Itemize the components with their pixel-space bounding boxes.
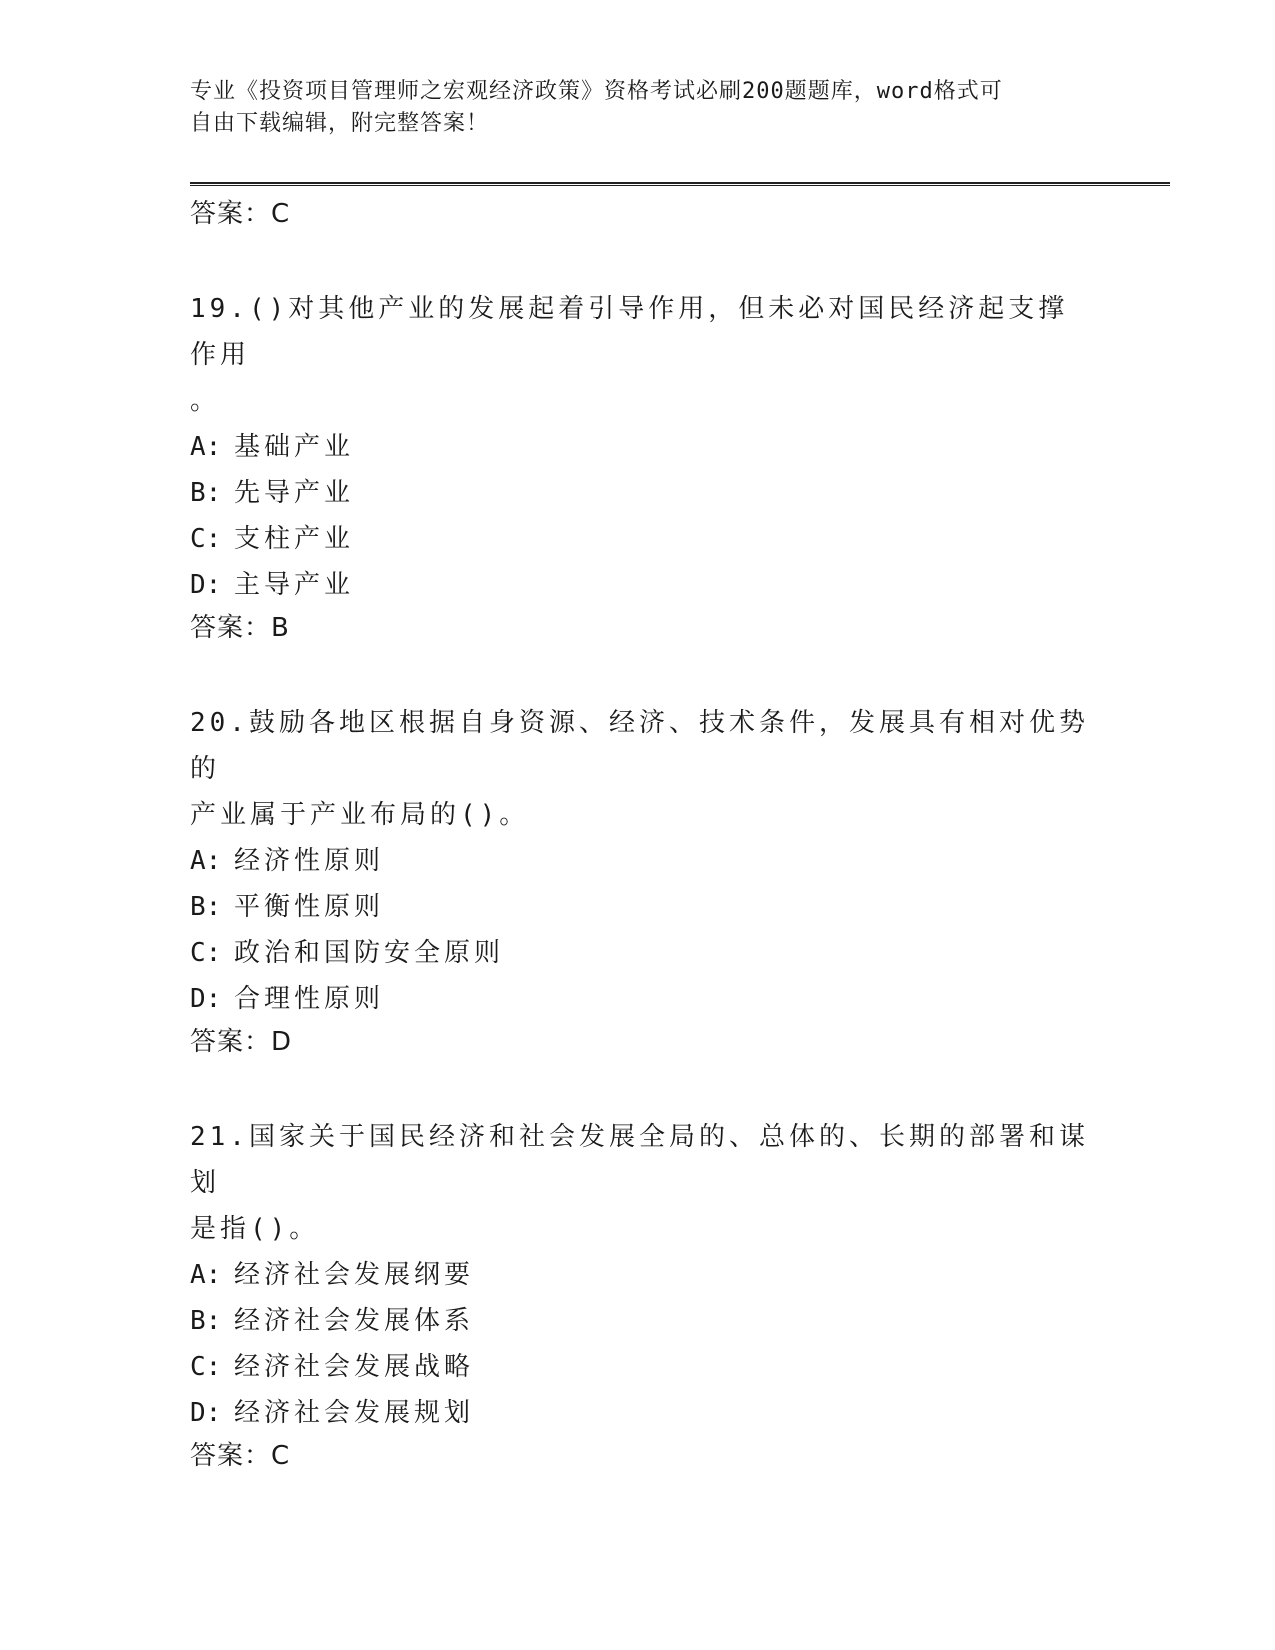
previous-answer: 答案：C bbox=[190, 199, 291, 229]
option-a bbox=[190, 424, 1090, 470]
option-key: D: bbox=[190, 984, 222, 1014]
option-key: A: bbox=[190, 432, 222, 462]
option-key: D: bbox=[190, 1398, 222, 1428]
answer: 答案：D bbox=[190, 1027, 293, 1057]
question-stem-line-2: 。 bbox=[190, 386, 221, 416]
option-text: 先导产业 bbox=[234, 478, 355, 508]
question-stem-line-2: 是指()。 bbox=[190, 1214, 320, 1244]
question-stem bbox=[190, 1114, 1090, 1252]
header-line-1: 专业《投资项目管理师之宏观经济政策》资格考试必刷200题题库，word格式可 bbox=[190, 79, 1003, 104]
option-b bbox=[190, 884, 1090, 930]
option-c bbox=[190, 1344, 1090, 1390]
option-key: C: bbox=[190, 524, 222, 554]
option-text: 基础产业 bbox=[234, 432, 355, 462]
option-text: 政治和国防安全原则 bbox=[234, 938, 505, 968]
option-text: 经济性原则 bbox=[234, 846, 385, 876]
question-stem-line-1: 21.国家关于国民经济和社会发展全局的、总体的、长期的部署和谋划 bbox=[190, 1122, 1089, 1198]
option-text: 经济社会发展体系 bbox=[234, 1306, 475, 1336]
option-d bbox=[190, 1390, 1090, 1436]
option-key: B: bbox=[190, 478, 222, 508]
question-19 bbox=[190, 286, 1090, 648]
option-c bbox=[190, 930, 1090, 976]
option-d bbox=[190, 562, 1090, 608]
option-key: C: bbox=[190, 1352, 222, 1382]
header-line-2: 自由下载编辑，附完整答案！ bbox=[190, 111, 490, 136]
answer: 答案：C bbox=[190, 1441, 291, 1471]
option-b bbox=[190, 1298, 1090, 1344]
option-text: 平衡性原则 bbox=[234, 892, 385, 922]
option-key: A: bbox=[190, 1260, 222, 1290]
question-stem-line-1: 20.鼓励各地区根据自身资源、经济、技术条件，发展具有相对优势的 bbox=[190, 708, 1089, 784]
question-list bbox=[190, 194, 1090, 1476]
answer: 答案：B bbox=[190, 613, 290, 643]
option-b bbox=[190, 470, 1090, 516]
option-key: B: bbox=[190, 892, 222, 922]
option-key: A: bbox=[190, 846, 222, 876]
option-a bbox=[190, 1252, 1090, 1298]
question-stem-line-2: 产业属于产业布局的()。 bbox=[190, 800, 530, 830]
question-stem bbox=[190, 700, 1090, 838]
question-21 bbox=[190, 1114, 1090, 1476]
option-key: B: bbox=[190, 1306, 222, 1336]
question-stem-line-1: 19.()对其他产业的发展起着引导作用，但未必对国民经济起支撑作用 bbox=[190, 294, 1069, 370]
option-text: 主导产业 bbox=[234, 570, 355, 600]
option-text: 支柱产业 bbox=[234, 524, 355, 554]
question-stem bbox=[190, 286, 1090, 424]
option-text: 经济社会发展规划 bbox=[234, 1398, 475, 1428]
question-20 bbox=[190, 700, 1090, 1062]
header-divider bbox=[190, 182, 1170, 186]
option-c bbox=[190, 516, 1090, 562]
option-text: 经济社会发展战略 bbox=[234, 1352, 475, 1382]
option-a bbox=[190, 838, 1090, 884]
option-text: 合理性原则 bbox=[234, 984, 385, 1014]
document-header bbox=[190, 76, 1090, 140]
option-key: C: bbox=[190, 938, 222, 968]
option-d bbox=[190, 976, 1090, 1022]
option-text: 经济社会发展纲要 bbox=[234, 1260, 475, 1290]
option-key: D: bbox=[190, 570, 222, 600]
